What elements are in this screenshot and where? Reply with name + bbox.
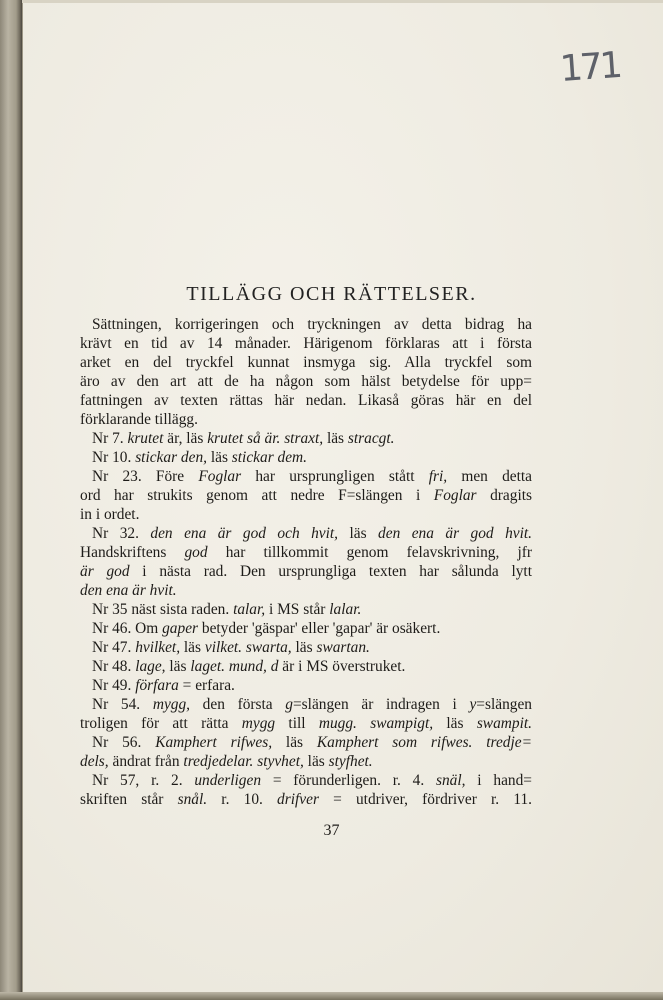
text-line: Sättningen, korrigeringen och tryckningen av detta bidrag ha	[92, 316, 532, 333]
text-line: Nr 35 näst sista raden. talar, i MS står lalar.	[92, 601, 362, 618]
text-line: Nr 49. förfara = erfara.	[92, 677, 235, 694]
text-line: den ena är hvit.	[80, 582, 177, 599]
text-line: in i ordet.	[80, 506, 140, 523]
text-line: arket en del tryckfel kunnat insmyga sig. Alla tryckfel som	[80, 354, 532, 371]
text-line: Nr 23. Före Foglar har ursprungligen stått fri, men detta	[92, 468, 532, 485]
text-line: ord har strukits genom att nedre F=slängen i Foglar dragits	[80, 487, 532, 504]
text-line: äro av den art att de ha någon som hälst betydelse för upp=	[80, 373, 532, 390]
text-line: skriften står snål. r. 10. drifver = utdriver, fördriver r. 11.	[80, 791, 532, 808]
text-line: förklarande tillägg.	[80, 411, 198, 428]
book-spine-edge	[0, 0, 22, 1000]
text-line: krävt en tid av 14 månader. Härigenom förklaras att i första	[80, 335, 532, 352]
text-line: dels, ändrat från tredjedelar. styvhet, läs styfhet.	[80, 753, 373, 770]
text-line: Nr 46. Om gaper betyder 'gäspar' eller 'gapar' är osäkert.	[92, 620, 441, 637]
text-line: Nr 7. krutet är, läs krutet så är. straxt, läs stracgt.	[92, 430, 395, 447]
text-line: Nr 56. Kamphert rifwes, läs Kamphert som rifwes. tredje=	[92, 734, 532, 751]
page-bottom-edge	[0, 992, 663, 1000]
text-line: fattningen av texten rättas här nedan. Likaså göras här en del	[80, 392, 532, 409]
text-line: Nr 57, r. 2. underligen = förunderligen. r. 4. snäl, i hand=	[92, 772, 532, 789]
errata-text	[80, 315, 532, 809]
page-number: 37	[323, 822, 340, 839]
text-line: Nr 47. hvilket, läs vilket. swarta, läs swartan.	[92, 639, 370, 656]
text-line: är god i nästa rad. Den ursprungliga texten har sålunda lytt	[80, 563, 532, 580]
text-line: Nr 10. stickar den, läs stickar dem.	[92, 449, 308, 466]
text-line: Handskriftens god har tillkommit genom felavskrivning, jfr	[80, 544, 532, 561]
text-line: Nr 48. lage, läs laget. mund, d är i MS överstruket.	[92, 658, 406, 675]
text-line: troligen för att rätta mygg till mugg. swampigt, läs swampit.	[80, 715, 532, 732]
text-line: Nr 54. mygg, den första g=slängen är indragen i y=slängen	[92, 696, 532, 713]
text-line: Nr 32. den ena är god och hvit, läs den ena är god hvit.	[92, 525, 533, 542]
page-heading: TILLÄGG OCH RÄTTELSER.	[186, 283, 477, 305]
handwritten-folio-number: 171	[558, 44, 622, 91]
